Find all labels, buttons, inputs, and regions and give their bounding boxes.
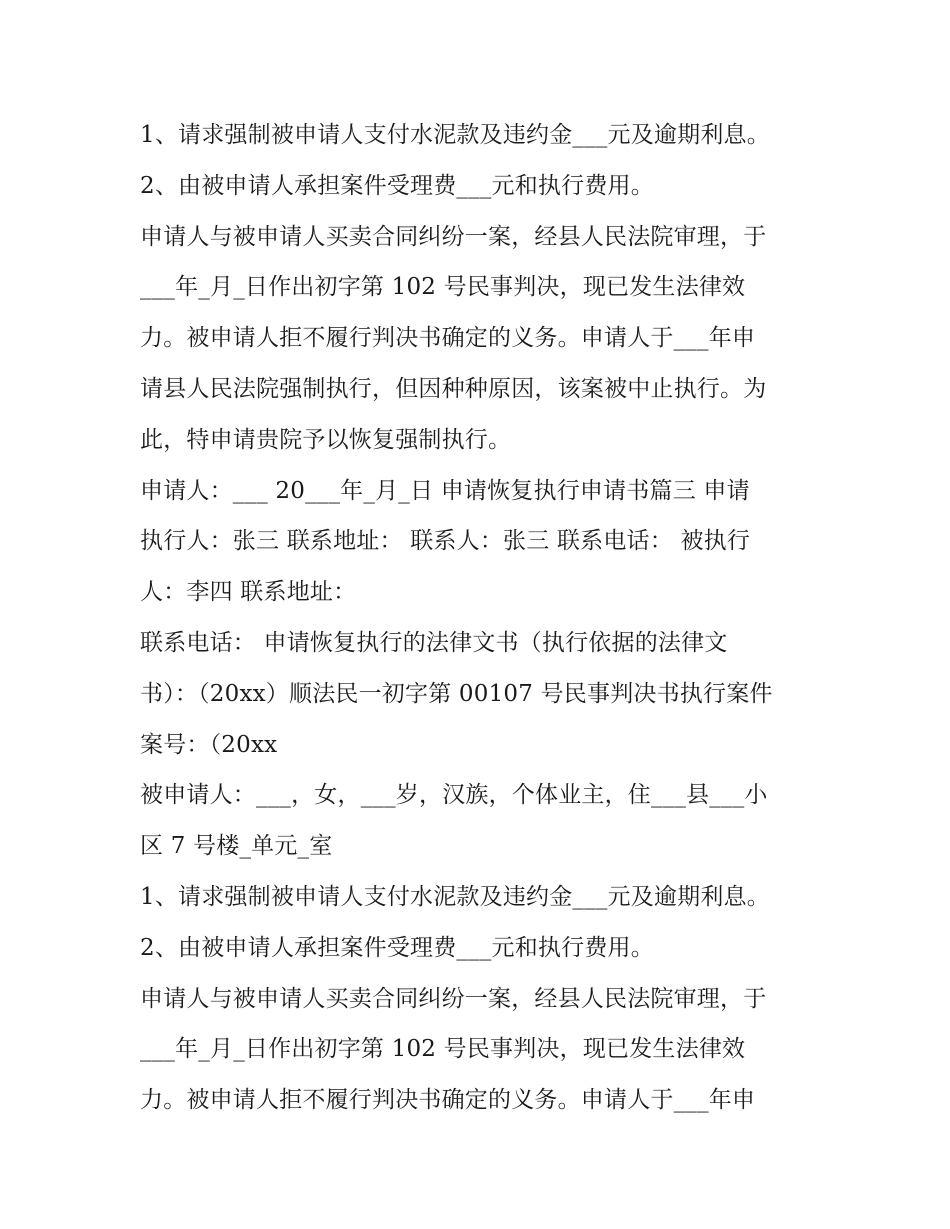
text-line-17: 2、由被申请人承担案件受理费___元和执行费用。: [140, 934, 654, 961]
text-line-7: 此，特申请贵院予以恢复强制执行。: [140, 426, 512, 453]
text-line-9: 执行人：张三 联系地址： 联系人：张三 联系电话： 被执行: [140, 528, 751, 555]
text-line-3: 申请人与被申请人买卖合同纠纷一案，经县人民法院审理，于: [140, 223, 767, 250]
text-line-19: ___年_月_日作出初字第 102 号民事判决，现已发生法律效: [140, 1036, 746, 1063]
text-line-18: 申请人与被申请人买卖合同纠纷一案，经县人民法院审理，于: [140, 985, 767, 1012]
text-line-5: 力。被申请人拒不履行判决书确定的义务。申请人于___年申: [140, 325, 756, 352]
text-line-6: 请县人民法院强制执行，但因种种原因，该案被中止执行。为: [140, 375, 767, 402]
text-line-1: 1、请求强制被申请人支付水泥款及违约金___元及逾期利息。: [140, 122, 770, 148]
text-line-20: 力。被申请人拒不履行判决书确定的义务。申请人于___年申: [140, 1087, 756, 1114]
text-line-13: 案号：（20xx: [140, 731, 278, 758]
text-line-15: 区 7 号楼_单元_室: [140, 833, 333, 860]
text-line-2: 2、由被申请人承担案件受理费___元和执行费用。: [140, 172, 654, 199]
document-body: [140, 110, 820, 1126]
text-line-10: 人：李四 联系地址：: [140, 579, 357, 606]
text-line-4: ___年_月_日作出初字第 102 号民事判决，现已发生法律效: [140, 274, 746, 301]
text-line-12: 书）：（20xx）顺法民一初字第 00107 号民事判决书执行案件: [140, 680, 773, 707]
text-line-14: 被申请人：___，女，___岁，汉族，个体业主，住___县___小: [140, 782, 768, 809]
text-line-8: 申请人：___ 20___年_月_日 申请恢复执行申请书篇三 申请: [140, 477, 750, 504]
text-line-16: 1、请求强制被申请人支付水泥款及违约金___元及逾期利息。: [140, 883, 770, 910]
text-line-11: 联系电话： 申请恢复执行的法律文书（执行依据的法律文: [140, 629, 728, 656]
